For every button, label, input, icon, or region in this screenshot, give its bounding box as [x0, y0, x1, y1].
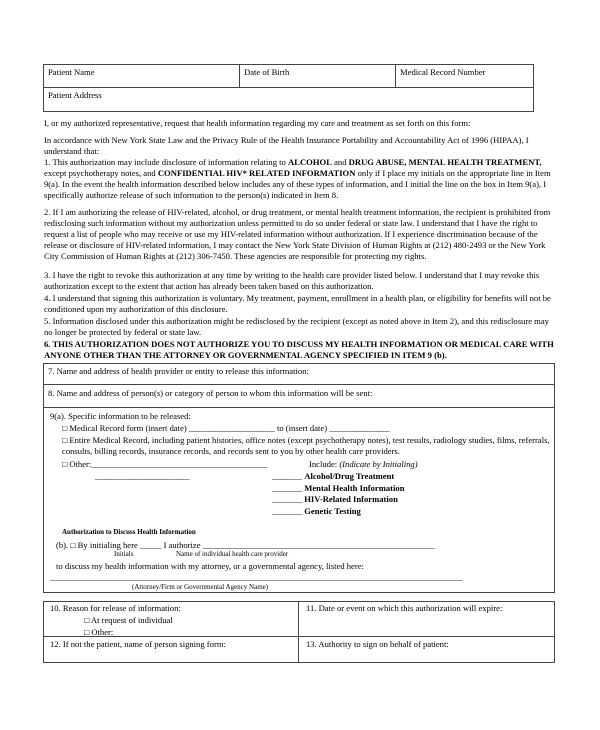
initial-blank-2[interactable]: _______: [272, 483, 303, 493]
item-6: 6. THIS AUTHORIZATION DOES NOT AUTHORIZE YOU TO DISCUSS MY HEALTH INFORMATION OR MEDICAL CARE WITH ANYONE OTHER THAN THE ATTORNEY OR GOVERNMENTAL AGENCY SPECIFIED IN ITEM 9 (b).: [44, 339, 554, 360]
include-note: (Indicate by Initialing): [339, 459, 418, 469]
item-9a-title: 9(a). Specific information to be released:: [50, 411, 191, 421]
patient-address-field[interactable]: Patient Address: [48, 90, 102, 100]
include-genetic-label: Genetic Testing: [304, 506, 361, 516]
item-9a-option-medical-record[interactable]: □ Medical Record form (insert date) ____________________ to (insert date) ______________: [62, 423, 390, 433]
item-3: 3. I have the right to revoke this authorization at any time by writing to the health care provider listed below. I understand that I may revoke this authorization except to the extent that action has already been taken based on this authorization.: [44, 270, 540, 291]
item-9a-option-entire-record[interactable]: □ Entire Medical Record, including patient histories, office notes (except psychotherapy notes), test results, radiology studies, films, referrals, consults, billing records, insurance records, and records sent to you by other health care providers.: [62, 435, 550, 456]
intro-text: I, or my authorized representative, request that health information regarding my care and treatment as set forth on this form:: [44, 118, 471, 128]
include-alcohol-drug-label: Alcohol/Drug Treatment: [304, 471, 395, 481]
item-1-c: and: [331, 157, 349, 167]
item-13-field[interactable]: 13. Authority to sign on behalf of patient:: [306, 639, 449, 649]
include-label: Include:: [309, 459, 340, 469]
auth-discuss-line-2: to discuss my health information with my attorney, or a governmental agency, listed here:: [56, 561, 364, 571]
item-1-b: ALCOHOL: [288, 157, 332, 167]
include-genetic[interactable]: [272, 506, 361, 517]
item-8-field[interactable]: 8. Name and address of person(s) or category of person to whom this information will be sent:: [48, 388, 373, 398]
initial-blank-3[interactable]: _______: [272, 494, 303, 504]
agency-name-label: (Attorney/Firm or Governmental Agency Name): [132, 583, 269, 591]
medical-record-number-field[interactable]: Medical Record Number: [400, 67, 486, 77]
item-10-option-request[interactable]: □ At request of individual: [84, 615, 173, 625]
include-mental-health-label: Mental Health Information: [304, 483, 405, 493]
auth-discuss-line-1[interactable]: (b). □ By initialing here _____ I authorize ______________________________________________________: [56, 540, 435, 550]
item-2: 2. If I am authorizing the release of HIV-related, alcohol, or drug treatment, or mental health treatment information, the recipient is prohibited from redisclosing such information without my authorization unless permitted to do so under federal or state law. I understand that I have the right to request a list of people who may receive or use my HIV-related information without authorization. If I experience discrimination because of the release or disclosure of HIV-related information, I may contact the New York State Division of Human Rights at (212) 480-2493 or the New York City Commission of Human Rights at (212) 306-7450. These agencies are responsible for protecting my rights.: [44, 207, 551, 261]
item-10-option-other[interactable]: □ Other:: [84, 627, 114, 637]
auth-discuss-title: Authorization to Discuss Health Information: [62, 528, 196, 536]
provider-name-label: Name of individual health care provider: [176, 550, 289, 558]
initial-blank-1[interactable]: _______: [272, 471, 303, 481]
patient-name-field[interactable]: Patient Name: [48, 67, 95, 77]
item-9a-other-line[interactable]: ______________________: [95, 471, 190, 481]
item-11-field[interactable]: 11. Date or event on which this authorization will expire:: [306, 603, 503, 613]
accordance-text: In accordance with New York State Law and the Privacy Rule of the Health Insurance Portability and Accountability Act of 1996 (HIPAA), I understand that:: [44, 135, 529, 156]
item-1-d: DRUG ABUSE, MENTAL HEALTH TREATMENT,: [348, 157, 542, 167]
initial-blank-4[interactable]: _______: [272, 506, 303, 516]
item-1-g: only if I place my initials on the appropriate line in Item 9(a). In the event the health information described below includes any of these types of information, and I initial the line on the box in Item 9(a), I specifically authorize release of such information to the person(s) indicated in Item 8.: [44, 168, 551, 200]
include-hiv[interactable]: [272, 494, 398, 505]
item-8-divider: [43, 407, 555, 408]
initials-label: Initials: [114, 550, 134, 558]
item-7-field[interactable]: 7. Name and address of health provider or entity to release this information:: [48, 366, 309, 376]
item-1-f: CONFIDENTIAL HIV* RELATED INFORMATION: [157, 168, 356, 178]
item-7-divider: [43, 384, 555, 385]
include-alcohol-drug[interactable]: [272, 471, 394, 482]
item-12-field[interactable]: 12. If not the patient, name of person signing form:: [50, 639, 226, 649]
item-10-title: 10. Reason for release of information:: [50, 603, 181, 613]
item-9a-include-label: [309, 459, 418, 470]
include-hiv-label: HIV-Related Information: [304, 494, 398, 504]
item-1-e: except psychotherapy notes, and: [44, 168, 158, 178]
items-10-13-col-divider: [298, 601, 299, 663]
date-of-birth-field[interactable]: Date of Birth: [244, 67, 290, 77]
include-mental-health[interactable]: [272, 483, 405, 494]
item-4: 4. I understand that signing this authorization is voluntary. My treatment, payment, enrollment in a health plan, or eligibility for benefits will not be conditioned upon my authorization of this disclosure.: [44, 293, 551, 314]
item-1-a: 1. This authorization may include disclosure of information relating to: [44, 157, 288, 167]
agency-name-line[interactable]: ________________________________________________________________________________________________: [50, 572, 463, 582]
item-5: 5. Information disclosed under this authorization might be redisclosed by the recipient (except as noted above in Item 2), and this redisclosure may no longer be protected by federal or state law.: [44, 316, 549, 337]
item-1: [44, 157, 556, 201]
items-10-13-divider: [43, 636, 555, 637]
item-9a-option-other[interactable]: □ Other:_________________________________________: [62, 459, 268, 469]
